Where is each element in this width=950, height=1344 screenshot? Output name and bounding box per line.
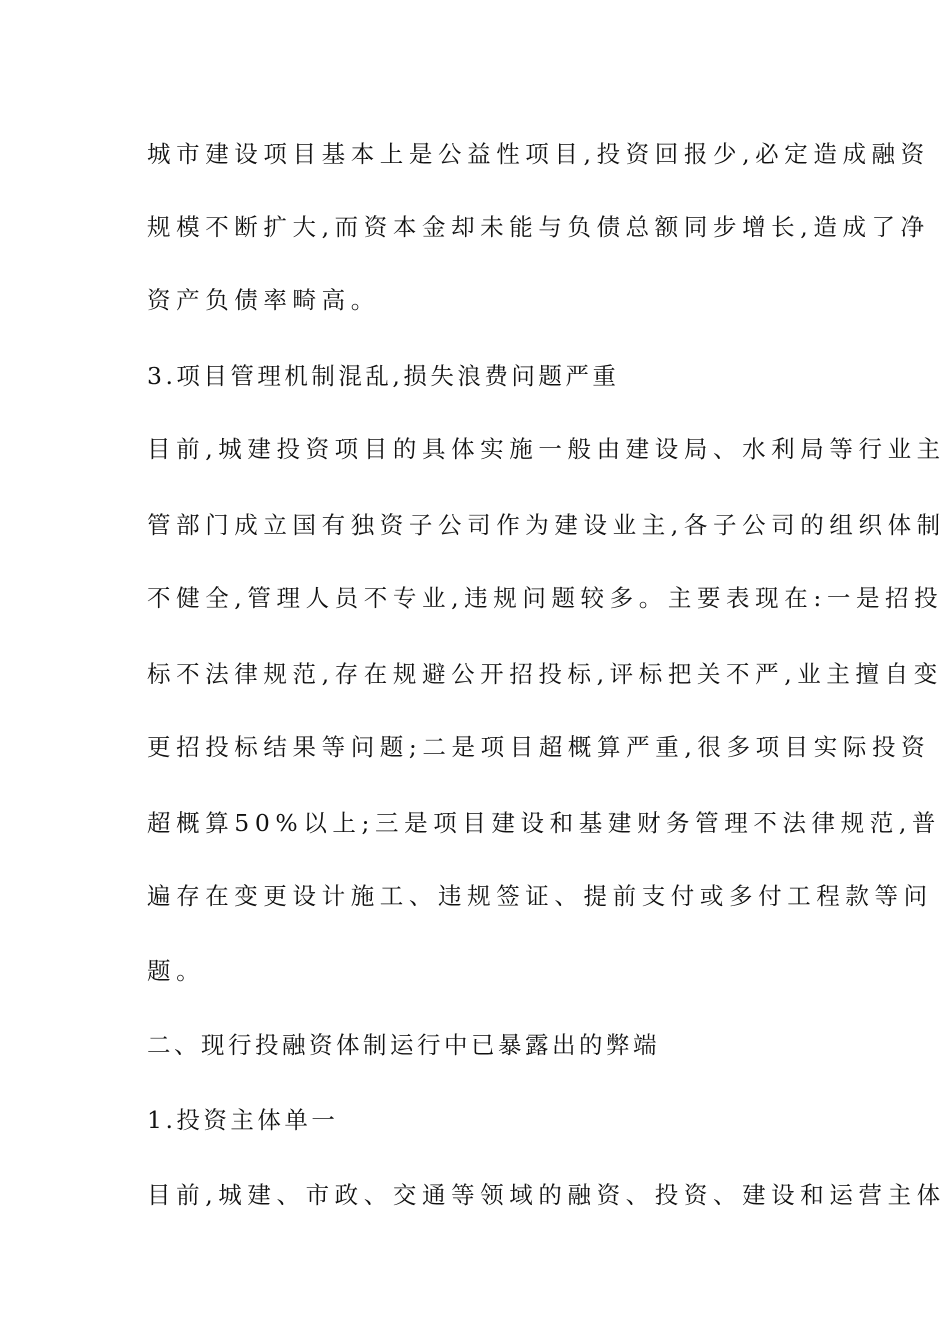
paragraph-line: 超概算50%以上;三是项目建设和基建财务管理不法律规范,普 bbox=[147, 809, 942, 837]
paragraph-line: 不健全,管理人员不专业,违规问题较多。主要表现在:一是招投 bbox=[147, 584, 944, 612]
paragraph-line: 资产负债率畸高。 bbox=[147, 286, 380, 314]
paragraph-line: 题。 bbox=[147, 957, 206, 985]
paragraph-line: 遍存在变更设计施工、违规签证、提前支付或多付工程款等问 bbox=[147, 882, 933, 910]
paragraph-line: 标不法律规范,存在规避公开招投标,评标把关不严,业主擅自变 bbox=[147, 660, 943, 688]
paragraph-line: 更招投标结果等问题;二是项目超概算严重,很多项目实际投资 bbox=[147, 733, 931, 761]
paragraph-line: 目前,城建投资项目的具体实施一般由建设局、水利局等行业主 bbox=[147, 435, 946, 463]
paragraph-line: 规模不断扩大,而资本金却未能与负债总额同步增长,造成了净 bbox=[147, 213, 930, 241]
section-heading: 二、现行投融资体制运行中已暴露出的弊端 bbox=[147, 1031, 660, 1059]
section-heading: 3.项目管理机制混乱,损失浪费问题严重 bbox=[147, 362, 620, 390]
subsection-heading: 1.投资主体单一 bbox=[147, 1106, 339, 1134]
paragraph-line: 管部门成立国有独资子公司作为建设业主,各子公司的组织体制 bbox=[147, 511, 946, 539]
paragraph-line: 城市建设项目基本上是公益性项目,投资回报少,必定造成融资 bbox=[147, 140, 930, 168]
paragraph-line: 目前,城建、市政、交通等领域的融资、投资、建设和运营主体 bbox=[147, 1181, 946, 1209]
